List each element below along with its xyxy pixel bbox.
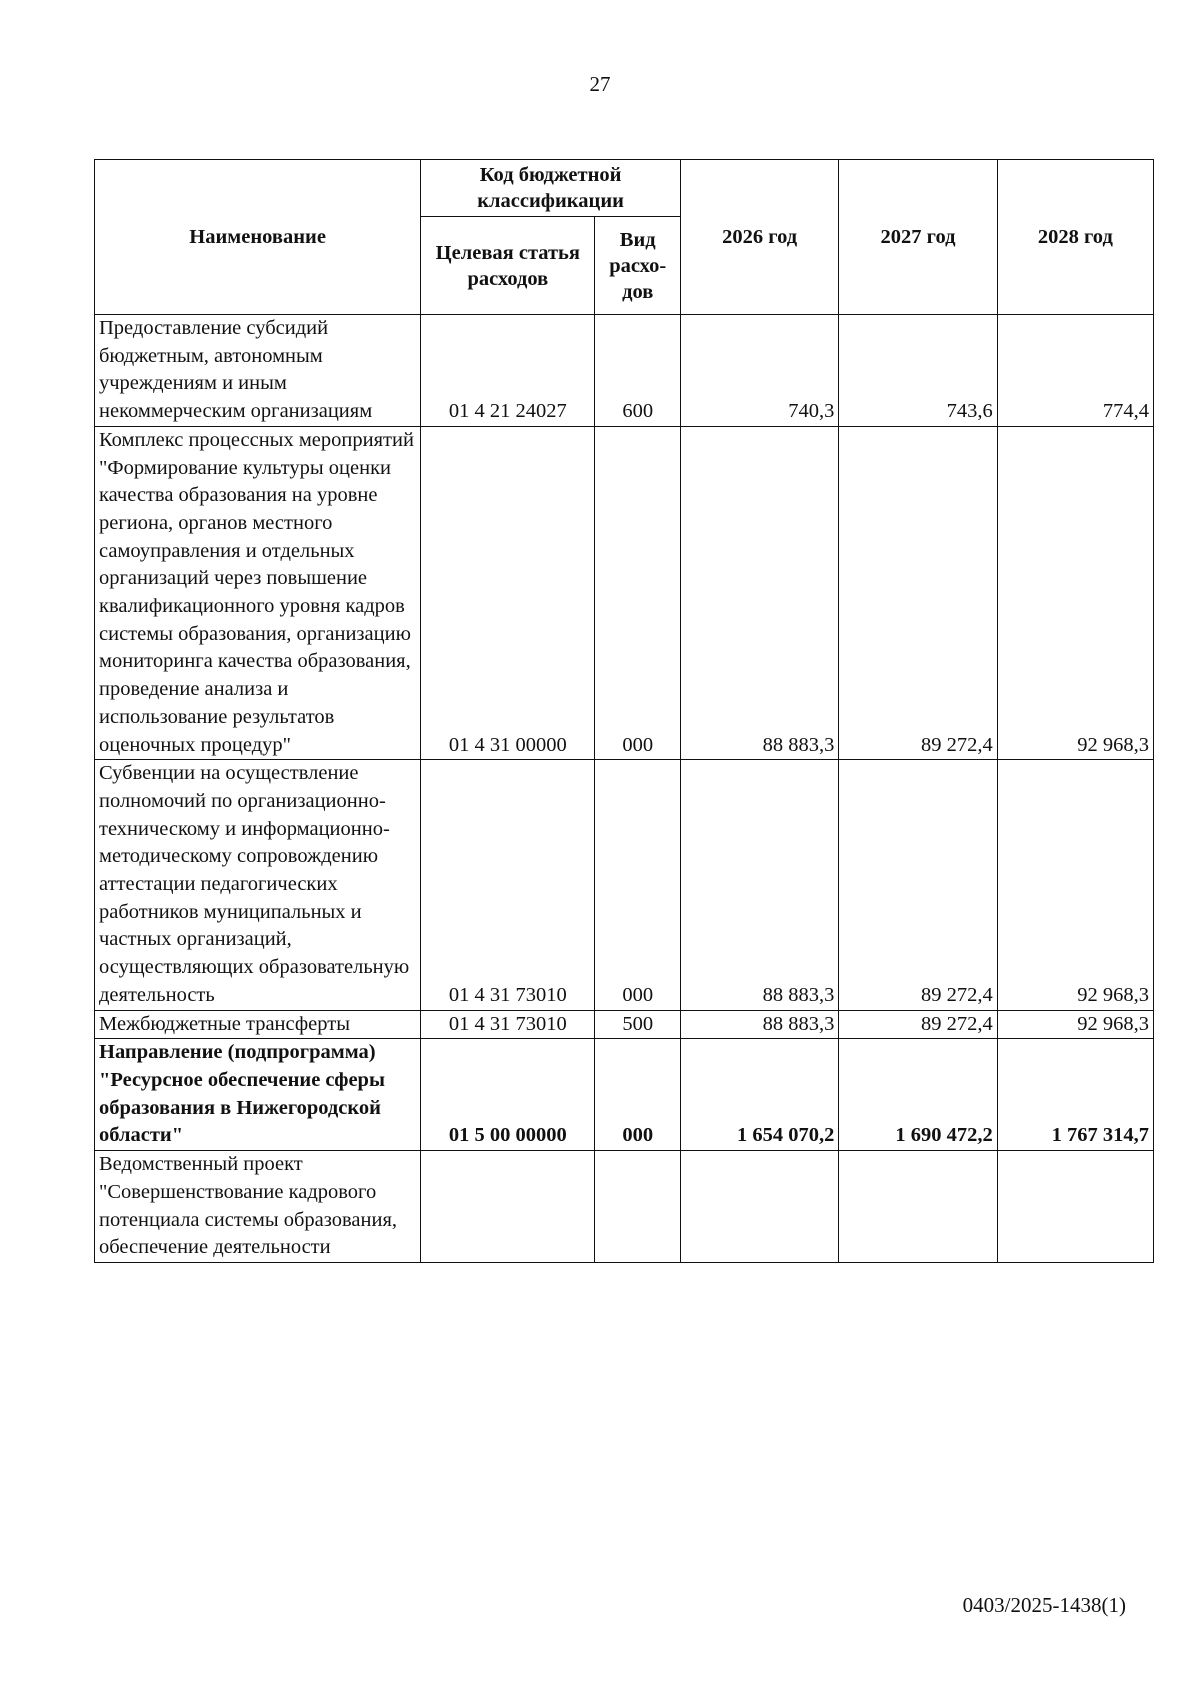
row-kind-code [595,1151,681,1263]
row-2027: 89 272,4 [839,760,997,1010]
header-name: Наименование [95,160,421,315]
header-kind: Вид расхо-дов [595,217,681,315]
row-2028: 774,4 [997,315,1153,427]
row-target-code: 01 5 00 00000 [421,1039,595,1151]
row-target-code: 01 4 21 24027 [421,315,595,427]
row-kind-code: 500 [595,1010,681,1039]
table-row [95,760,1154,1010]
header-2027: 2027 год [839,160,997,315]
header-code-group: Код бюджетной классификации [421,160,681,217]
table-row [95,1010,1154,1039]
table-row [95,1039,1154,1151]
page-number: 27 [589,72,611,96]
row-target-code: 01 4 31 00000 [421,426,595,759]
row-2027 [839,1151,997,1263]
row-target-code: 01 4 31 73010 [421,760,595,1010]
row-2028: 92 968,3 [997,760,1153,1010]
row-2028 [997,1151,1153,1263]
row-name: Направление (подпрограмма) "Ресурсное обеспечение сферы образования в Нижегородской области" [95,1039,421,1151]
row-kind-code: 000 [595,1039,681,1151]
header-row-top [95,160,1154,217]
row-2028: 1 767 314,7 [997,1039,1153,1151]
header-2028: 2028 год [997,160,1153,315]
row-2026: 88 883,3 [680,1010,838,1039]
header-2026: 2026 год [680,160,838,315]
row-2026: 1 654 070,2 [680,1039,838,1151]
row-kind-code: 600 [595,315,681,427]
row-2027: 1 690 472,2 [839,1039,997,1151]
budget-table [94,159,1154,1263]
row-2026 [680,1151,838,1263]
header-target: Целевая статья расходов [421,217,595,315]
row-target-code [421,1151,595,1263]
table-row [95,1151,1154,1263]
row-2026: 740,3 [680,315,838,427]
row-name: Предоставление субсидий бюджетным, автономным учреждениям и иным некоммерческим организациям [95,315,421,427]
row-2027: 89 272,4 [839,1010,997,1039]
table-row [95,426,1154,759]
row-kind-code: 000 [595,760,681,1010]
document-registration-code: 0403/2025-1438(1) [962,1593,1126,1617]
table-row [95,315,1154,427]
row-target-code: 01 4 31 73010 [421,1010,595,1039]
row-name: Межбюджетные трансферты [95,1010,421,1039]
row-2027: 743,6 [839,315,997,427]
row-name: Ведомственный проект "Совершенствование кадрового потенциала системы образования, обеспечение деятельности [95,1151,421,1263]
row-2027: 89 272,4 [839,426,997,759]
row-kind-code: 000 [595,426,681,759]
row-name: Комплекс процессных мероприятий "Формирование культуры оценки качества образования на уровне региона, органов местного самоуправления и отдельных организаций через повышение квалификационного уровня кадров системы образования, организацию мониторинга качества образования, проведение анализа и использование результатов оценочных процедур" [95,426,421,759]
row-2026: 88 883,3 [680,760,838,1010]
row-2028: 92 968,3 [997,426,1153,759]
row-2026: 88 883,3 [680,426,838,759]
row-name: Субвенции на осуществление полномочий по организационно-техническому и информационно-методическому сопровождению аттестации педагогических работников муниципальных и частных организаций, осуществляющих образовательную деятельность [95,760,421,1010]
row-2028: 92 968,3 [997,1010,1153,1039]
